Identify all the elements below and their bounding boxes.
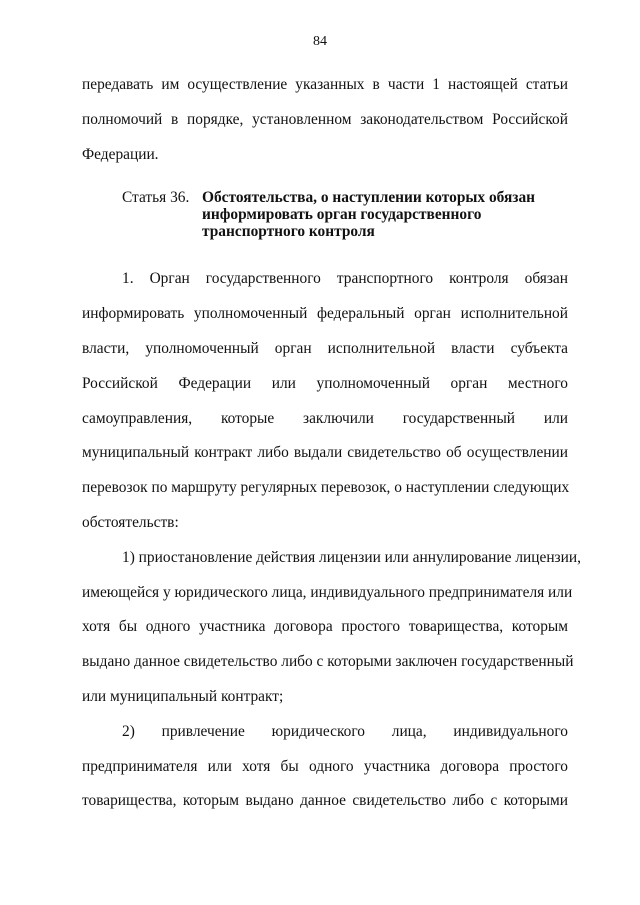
page-number: 84 [313, 34, 327, 49]
document-body [82, 68, 581, 819]
text-line: предпринимателя или хотя бы одного участника договора простого [82, 757, 568, 775]
text-line: передавать им осуществление указанных в части 1 настоящей статьи [82, 76, 568, 93]
article-heading [82, 189, 568, 240]
text-line: выдано данное свидетельство либо с которыми заключен государственный [82, 653, 574, 671]
paragraph-1 [82, 262, 568, 540]
text-line: обстоятельств: [82, 513, 179, 531]
article-title-line: Обстоятельства, о наступлении которых обязан [202, 189, 536, 207]
paragraph-3 [82, 715, 568, 819]
intro-paragraph [82, 68, 568, 172]
text-line: 2) привлечение юридического лица, индивидуального [122, 722, 568, 740]
text-line: полномочий в порядке, установленном законодательством Российской [82, 110, 568, 128]
text-line: 1. Орган государственного транспортного контроля обязан [122, 270, 568, 288]
article-title [202, 189, 535, 240]
paragraph-2 [82, 541, 581, 715]
article-number: Статья 36. [122, 189, 190, 207]
article-title-line: информировать орган государственного [202, 206, 482, 224]
text-line: муниципальный контракт либо выдали свидетельство об осуществлении [82, 444, 568, 462]
text-line: имеющейся у юридического лица, индивидуального предпринимателя или [82, 583, 573, 601]
text-line: Федерации. [82, 145, 159, 163]
text-line: информировать уполномоченный федеральный орган исполнительной [82, 305, 568, 323]
article-title-line: транспортного контроля [202, 223, 375, 241]
text-line: самоуправления, которые заключили государственный или [82, 409, 568, 427]
text-line: перевозок по маршруту регулярных перевозок, о наступлении следующих [82, 479, 570, 497]
text-line: 1) приостановление действия лицензии или аннулирование лицензии, [122, 548, 581, 566]
text-line: или муниципальный контракт; [82, 687, 284, 705]
text-line: товарищества, которым выдано данное свидетельство либо с которыми [82, 792, 568, 810]
text-line: власти, уполномоченный орган исполнительной власти субъекта [82, 339, 568, 357]
text-line: хотя бы одного участника договора простого товарищества, которым [82, 618, 568, 636]
text-line: Российской Федерации или уполномоченный орган местного [82, 374, 568, 392]
